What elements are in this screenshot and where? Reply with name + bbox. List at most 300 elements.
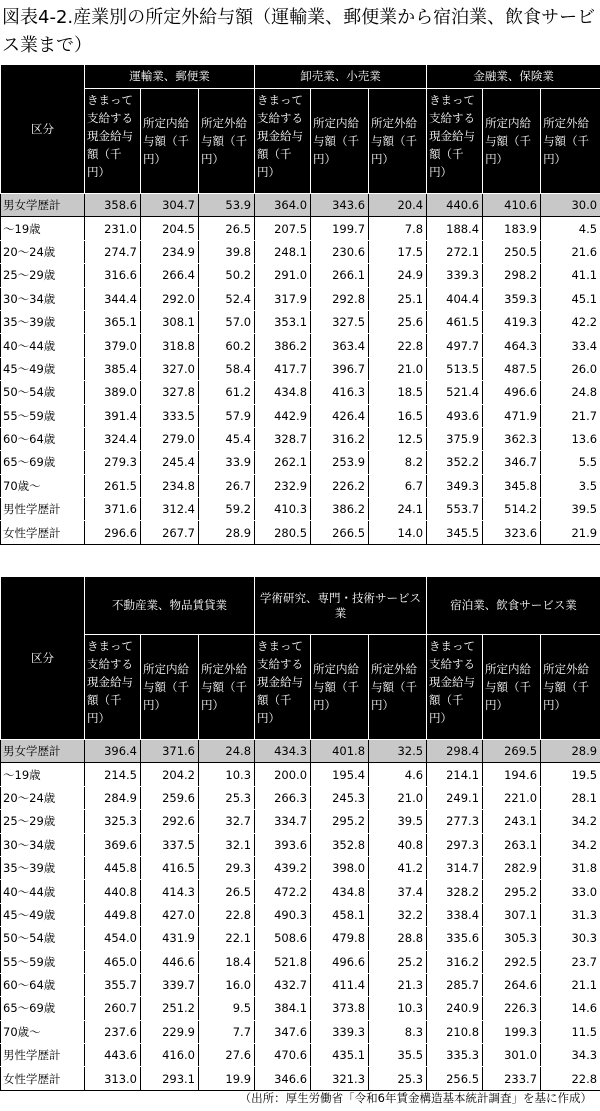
value-cell: 261.5 [85, 474, 141, 497]
value-cell: 60.2 [199, 334, 255, 357]
value-cell: 346.6 [255, 1067, 311, 1090]
row-label: 65～69歳 [1, 451, 85, 474]
value-cell: 553.7 [427, 498, 483, 521]
value-cell: 487.5 [483, 357, 541, 380]
value-cell: 57.0 [199, 310, 255, 333]
value-cell: 194.6 [483, 763, 541, 786]
value-cell: 435.1 [311, 1044, 369, 1067]
value-cell: 226.3 [483, 997, 541, 1020]
value-cell: 386.2 [255, 334, 311, 357]
value-cell: 396.4 [85, 740, 141, 763]
value-cell: 22.8 [541, 1067, 600, 1090]
row-label: 35～39歳 [1, 856, 85, 879]
kubun-header: 区分 [1, 65, 85, 194]
value-cell: 327.0 [141, 357, 199, 380]
value-cell: 328.2 [427, 880, 483, 903]
row-label: 45～49歳 [1, 357, 85, 380]
value-cell: 214.5 [85, 763, 141, 786]
value-cell: 416.5 [141, 856, 199, 879]
value-cell: 45.4 [199, 427, 255, 450]
value-cell: 8.3 [369, 1020, 427, 1043]
value-cell: 53.9 [199, 194, 255, 217]
value-cell: 24.8 [541, 381, 600, 404]
scheduled-pay-header: 所定内給与額（千円） [311, 89, 369, 194]
value-cell: 313.0 [85, 1067, 141, 1090]
value-cell: 346.7 [483, 451, 541, 474]
value-cell: 471.9 [483, 404, 541, 427]
table-row [1, 1020, 600, 1043]
value-cell: 497.7 [427, 334, 483, 357]
value-cell: 234.9 [141, 240, 199, 263]
value-cell: 32.7 [199, 810, 255, 833]
overtime-pay-header: 所定外給与額（千円） [541, 89, 600, 194]
row-label: 男性学歴計 [1, 1044, 85, 1067]
value-cell: 316.2 [311, 427, 369, 450]
value-cell: 335.3 [427, 1044, 483, 1067]
value-cell: 10.3 [199, 763, 255, 786]
row-label: 30～34歳 [1, 833, 85, 856]
value-cell: 33.4 [541, 334, 600, 357]
value-cell: 363.4 [311, 334, 369, 357]
value-cell: 427.0 [141, 903, 199, 926]
value-cell: 9.5 [199, 997, 255, 1020]
overtime-pay-header: 所定外給与額（千円） [199, 89, 255, 194]
value-cell: 355.7 [85, 973, 141, 996]
value-cell: 21.6 [541, 240, 600, 263]
value-cell: 426.4 [311, 404, 369, 427]
value-cell: 204.2 [141, 763, 199, 786]
value-cell: 298.4 [427, 740, 483, 763]
wage-table-2 [0, 576, 600, 1091]
value-cell: 7.7 [199, 1020, 255, 1043]
value-cell: 347.6 [255, 1020, 311, 1043]
value-cell: 57.9 [199, 404, 255, 427]
value-cell: 29.3 [199, 856, 255, 879]
row-label: 70歳～ [1, 1020, 85, 1043]
table-row [1, 786, 600, 809]
value-cell: 417.7 [255, 357, 311, 380]
value-cell: 240.9 [427, 997, 483, 1020]
value-cell: 339.3 [427, 264, 483, 287]
value-cell: 269.5 [483, 740, 541, 763]
value-cell: 434.3 [255, 740, 311, 763]
row-label: 60～64歳 [1, 973, 85, 996]
value-cell: 21.7 [541, 404, 600, 427]
value-cell: 25.1 [369, 287, 427, 310]
value-cell: 521.4 [427, 381, 483, 404]
value-cell: 321.3 [311, 1067, 369, 1090]
value-cell: 4.5 [541, 217, 600, 240]
value-cell: 274.7 [85, 240, 141, 263]
value-cell: 226.2 [311, 474, 369, 497]
value-cell: 27.6 [199, 1044, 255, 1067]
value-cell: 264.6 [483, 973, 541, 996]
value-cell: 267.7 [141, 521, 199, 544]
value-cell: 31.8 [541, 856, 600, 879]
value-cell: 266.5 [311, 521, 369, 544]
row-label: 40～44歳 [1, 880, 85, 903]
row-label: 女性学歴計 [1, 1067, 85, 1090]
value-cell: 335.6 [427, 927, 483, 950]
value-cell: 414.3 [141, 880, 199, 903]
value-cell: 458.1 [311, 903, 369, 926]
value-cell: 199.7 [311, 217, 369, 240]
value-cell: 339.7 [141, 973, 199, 996]
value-cell: 521.8 [255, 950, 311, 973]
value-cell: 410.6 [483, 194, 541, 217]
value-cell: 14.0 [369, 521, 427, 544]
value-cell: 26.5 [199, 880, 255, 903]
industry-header: 学術研究、専門・技術サービス業 [255, 577, 427, 635]
value-cell: 34.2 [541, 810, 600, 833]
value-cell: 318.8 [141, 334, 199, 357]
value-cell: 266.3 [255, 786, 311, 809]
value-cell: 432.7 [255, 973, 311, 996]
value-cell: 33.0 [541, 880, 600, 903]
row-label: 50～54歳 [1, 927, 85, 950]
value-cell: 7.8 [369, 217, 427, 240]
row-label: 45～49歳 [1, 903, 85, 926]
table-row [1, 404, 600, 427]
value-cell: 446.6 [141, 950, 199, 973]
value-cell: 245.4 [141, 451, 199, 474]
value-cell: 28.8 [369, 927, 427, 950]
row-label: ～19歳 [1, 763, 85, 786]
regular-pay-header: きまって支給する現金給与額（千円） [427, 635, 483, 740]
value-cell: 327.8 [141, 381, 199, 404]
table-row [1, 521, 600, 544]
value-cell: 19.5 [541, 763, 600, 786]
value-cell: 411.4 [311, 973, 369, 996]
value-cell: 292.5 [483, 950, 541, 973]
regular-pay-header: きまって支給する現金給与額（千円） [85, 635, 141, 740]
value-cell: 328.7 [255, 427, 311, 450]
value-cell: 26.0 [541, 357, 600, 380]
value-cell: 416.3 [311, 381, 369, 404]
value-cell: 465.0 [85, 950, 141, 973]
table-row [1, 310, 600, 333]
value-cell: 352.2 [427, 451, 483, 474]
value-cell: 337.5 [141, 833, 199, 856]
value-cell: 391.4 [85, 404, 141, 427]
value-cell: 472.2 [255, 880, 311, 903]
regular-pay-header: きまって支給する現金給与額（千円） [427, 89, 483, 194]
value-cell: 493.6 [427, 404, 483, 427]
value-cell: 204.5 [141, 217, 199, 240]
value-cell: 59.2 [199, 498, 255, 521]
value-cell: 4.6 [369, 763, 427, 786]
table-row [1, 357, 600, 380]
value-cell: 58.4 [199, 357, 255, 380]
value-cell: 207.5 [255, 217, 311, 240]
row-label: 女性学歴計 [1, 521, 85, 544]
value-cell: 352.8 [311, 833, 369, 856]
value-cell: 454.0 [85, 927, 141, 950]
value-cell: 249.1 [427, 786, 483, 809]
value-cell: 37.4 [369, 880, 427, 903]
value-cell: 416.0 [141, 1044, 199, 1067]
row-label: 20～24歳 [1, 240, 85, 263]
value-cell: 325.3 [85, 810, 141, 833]
value-cell: 20.4 [369, 194, 427, 217]
regular-pay-header: きまって支給する現金給与額（千円） [255, 89, 311, 194]
value-cell: 32.2 [369, 903, 427, 926]
value-cell: 385.4 [85, 357, 141, 380]
value-cell: 291.0 [255, 264, 311, 287]
value-cell: 285.7 [427, 973, 483, 996]
value-cell: 316.2 [427, 950, 483, 973]
scheduled-pay-header: 所定内給与額（千円） [311, 635, 369, 740]
value-cell: 349.3 [427, 474, 483, 497]
value-cell: 295.2 [311, 810, 369, 833]
regular-pay-header: きまって支給する現金給与額（千円） [85, 89, 141, 194]
value-cell: 282.9 [483, 856, 541, 879]
value-cell: 188.4 [427, 217, 483, 240]
value-cell: 431.9 [141, 927, 199, 950]
value-cell: 34.2 [541, 833, 600, 856]
value-cell: 21.3 [369, 973, 427, 996]
scheduled-pay-header: 所定内給与額（千円） [141, 89, 199, 194]
value-cell: 339.3 [311, 1020, 369, 1043]
value-cell: 25.3 [369, 1067, 427, 1090]
table-row [1, 856, 600, 879]
row-label: 65～69歳 [1, 997, 85, 1020]
row-label: 40～44歳 [1, 334, 85, 357]
value-cell: 259.6 [141, 786, 199, 809]
value-cell: 293.1 [141, 1067, 199, 1090]
value-cell: 210.8 [427, 1020, 483, 1043]
value-cell: 256.5 [427, 1067, 483, 1090]
value-cell: 345.5 [427, 521, 483, 544]
value-cell: 12.5 [369, 427, 427, 450]
row-label: 20～24歳 [1, 786, 85, 809]
row-label: ～19歳 [1, 217, 85, 240]
value-cell: 32.5 [369, 740, 427, 763]
table-row [1, 498, 600, 521]
value-cell: 308.1 [141, 310, 199, 333]
value-cell: 19.9 [199, 1067, 255, 1090]
value-cell: 401.8 [311, 740, 369, 763]
value-cell: 398.0 [311, 856, 369, 879]
table-row [1, 833, 600, 856]
value-cell: 279.0 [141, 427, 199, 450]
regular-pay-header: きまって支給する現金給与額（千円） [255, 635, 311, 740]
value-cell: 40.8 [369, 833, 427, 856]
value-cell: 52.4 [199, 287, 255, 310]
value-cell: 343.6 [311, 194, 369, 217]
value-cell: 22.8 [369, 334, 427, 357]
value-cell: 18.4 [199, 950, 255, 973]
value-cell: 470.6 [255, 1044, 311, 1067]
value-cell: 317.9 [255, 287, 311, 310]
value-cell: 307.1 [483, 903, 541, 926]
value-cell: 21.0 [369, 357, 427, 380]
value-cell: 25.6 [369, 310, 427, 333]
value-cell: 11.5 [541, 1020, 600, 1043]
value-cell: 237.6 [85, 1020, 141, 1043]
value-cell: 442.9 [255, 404, 311, 427]
industry-header: 宿泊業、飲食サービス業 [427, 577, 600, 635]
value-cell: 266.4 [141, 264, 199, 287]
value-cell: 231.0 [85, 217, 141, 240]
value-cell: 10.3 [369, 997, 427, 1020]
value-cell: 41.2 [369, 856, 427, 879]
value-cell: 25.2 [369, 950, 427, 973]
industry-header: 金融業、保険業 [427, 65, 600, 89]
row-label: 男女学歴計 [1, 740, 85, 763]
value-cell: 13.6 [541, 427, 600, 450]
table-row [1, 997, 600, 1020]
value-cell: 371.6 [85, 498, 141, 521]
value-cell: 42.2 [541, 310, 600, 333]
value-cell: 200.0 [255, 763, 311, 786]
table-row [1, 973, 600, 996]
value-cell: 24.8 [199, 740, 255, 763]
value-cell: 250.5 [483, 240, 541, 263]
value-cell: 14.6 [541, 997, 600, 1020]
value-cell: 280.5 [255, 521, 311, 544]
row-label: 25～29歳 [1, 810, 85, 833]
value-cell: 344.4 [85, 287, 141, 310]
value-cell: 365.1 [85, 310, 141, 333]
value-cell: 25.3 [199, 786, 255, 809]
value-cell: 279.3 [85, 451, 141, 474]
scheduled-pay-header: 所定内給与額（千円） [483, 635, 541, 740]
value-cell: 39.5 [541, 498, 600, 521]
table-row [1, 903, 600, 926]
value-cell: 284.9 [85, 786, 141, 809]
value-cell: 183.9 [483, 217, 541, 240]
value-cell: 396.7 [311, 357, 369, 380]
value-cell: 230.6 [311, 240, 369, 263]
value-cell: 277.3 [427, 810, 483, 833]
row-label: 55～59歳 [1, 950, 85, 973]
table-row [1, 1067, 600, 1090]
table-row [1, 763, 600, 786]
value-cell: 8.2 [369, 451, 427, 474]
value-cell: 16.0 [199, 973, 255, 996]
value-cell: 449.8 [85, 903, 141, 926]
value-cell: 464.3 [483, 334, 541, 357]
value-cell: 373.8 [311, 997, 369, 1020]
value-cell: 21.0 [369, 786, 427, 809]
value-cell: 514.2 [483, 498, 541, 521]
value-cell: 362.3 [483, 427, 541, 450]
value-cell: 18.5 [369, 381, 427, 404]
table-row [1, 217, 600, 240]
industry-header: 卸売業、小売業 [255, 65, 427, 89]
wage-table-1 [0, 64, 600, 545]
value-cell: 384.1 [255, 997, 311, 1020]
value-cell: 233.7 [483, 1067, 541, 1090]
value-cell: 5.5 [541, 451, 600, 474]
value-cell: 21.1 [541, 973, 600, 996]
value-cell: 434.8 [311, 880, 369, 903]
value-cell: 298.2 [483, 264, 541, 287]
value-cell: 404.4 [427, 287, 483, 310]
table-row [1, 194, 600, 217]
value-cell: 371.6 [141, 740, 199, 763]
value-cell: 379.0 [85, 334, 141, 357]
value-cell: 353.1 [255, 310, 311, 333]
value-cell: 31.3 [541, 903, 600, 926]
overtime-pay-header: 所定外給与額（千円） [369, 89, 427, 194]
value-cell: 33.9 [199, 451, 255, 474]
value-cell: 24.9 [369, 264, 427, 287]
row-label: 30～34歳 [1, 287, 85, 310]
value-cell: 50.2 [199, 264, 255, 287]
value-cell: 195.4 [311, 763, 369, 786]
value-cell: 17.5 [369, 240, 427, 263]
page-title: 図表4-2.産業別の所定外給与額（運輸業、郵便業から宿泊業、飲食サービス業まで） [2, 7, 596, 56]
value-cell: 324.4 [85, 427, 141, 450]
value-cell: 358.6 [85, 194, 141, 217]
value-cell: 22.1 [199, 927, 255, 950]
table-row [1, 810, 600, 833]
row-label: 55～59歳 [1, 404, 85, 427]
table-row [1, 381, 600, 404]
value-cell: 232.9 [255, 474, 311, 497]
source-note: （出所：厚生労働省「令和6年賃金構造基本統計調査」を基に作成） [239, 1091, 592, 1105]
value-cell: 461.5 [427, 310, 483, 333]
table-row [1, 474, 600, 497]
value-cell: 16.5 [369, 404, 427, 427]
value-cell: 248.1 [255, 240, 311, 263]
value-cell: 304.7 [141, 194, 199, 217]
value-cell: 21.9 [541, 521, 600, 544]
row-label: 男女学歴計 [1, 194, 85, 217]
overtime-pay-header: 所定外給与額（千円） [199, 635, 255, 740]
industry-header: 不動産業、物品賃貸業 [85, 577, 255, 635]
value-cell: 389.0 [85, 381, 141, 404]
value-cell: 292.0 [141, 287, 199, 310]
value-cell: 439.2 [255, 856, 311, 879]
value-cell: 333.5 [141, 404, 199, 427]
value-cell: 327.5 [311, 310, 369, 333]
value-cell: 440.8 [85, 880, 141, 903]
value-cell: 245.3 [311, 786, 369, 809]
value-cell: 253.9 [311, 451, 369, 474]
value-cell: 260.7 [85, 997, 141, 1020]
value-cell: 45.1 [541, 287, 600, 310]
value-cell: 234.8 [141, 474, 199, 497]
value-cell: 23.7 [541, 950, 600, 973]
value-cell: 314.7 [427, 856, 483, 879]
value-cell: 24.1 [369, 498, 427, 521]
value-cell: 445.8 [85, 856, 141, 879]
table-row [1, 1044, 600, 1067]
value-cell: 214.1 [427, 763, 483, 786]
value-cell: 296.6 [85, 521, 141, 544]
table-row [1, 427, 600, 450]
row-label: 35～39歳 [1, 310, 85, 333]
value-cell: 61.2 [199, 381, 255, 404]
value-cell: 338.4 [427, 903, 483, 926]
value-cell: 295.2 [483, 880, 541, 903]
value-cell: 28.1 [541, 786, 600, 809]
value-cell: 28.9 [199, 521, 255, 544]
value-cell: 393.6 [255, 833, 311, 856]
value-cell: 364.0 [255, 194, 311, 217]
scheduled-pay-header: 所定内給与額（千円） [141, 635, 199, 740]
table-row [1, 240, 600, 263]
table-row [1, 334, 600, 357]
value-cell: 262.1 [255, 451, 311, 474]
kubun-header: 区分 [1, 577, 85, 740]
table-row [1, 264, 600, 287]
value-cell: 316.6 [85, 264, 141, 287]
value-cell: 26.7 [199, 474, 255, 497]
